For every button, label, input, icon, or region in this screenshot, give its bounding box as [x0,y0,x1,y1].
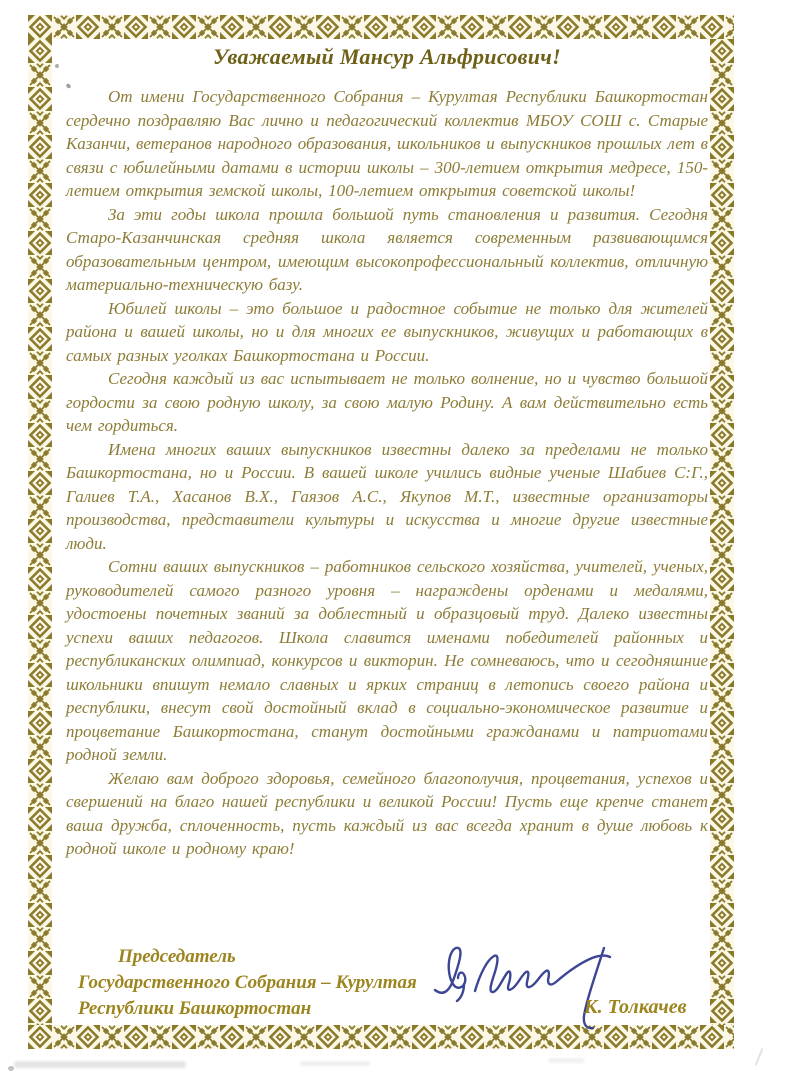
paragraph-1: От имени Государственного Собрания – Курултая Республики Башкортостан сердечно поздравляю Вас лично и педагогический коллектив МБОУ СОШ с. Старые Казанчи, ветеранов народного образования, школьников и выпускников прошлых лет в связи с юбилейными датами в истории школы – 300-летием открытия медресе, 150-летием открытия земской школы, 100-летием открытия советской школы! [66,87,708,200]
scan-speck [755,1048,764,1065]
paragraph-5: Имена многих ваших выпускников известны далеко за пределами не только Башкортостана, но и России. В вашей школе учились видные ученые Шабиев С:Г., Галиев Т.А., Хасанов В.Х., Гаязов А.С., Якупов М.Т., известные организаторы производства, представители культуры и искусства и многие другие известные люди. [66,439,708,553]
paragraph-7: Желаю вам доброго здоровья, семейного благополучия, процветания, успехов и свершений на благо нашей республики и великой России! Пусть еще крепче станет ваша дружба, сплоченность, пусть каждый из вас всегда хранит в душе любовь к родной школе и родному краю! [66,768,708,858]
ornament-border-top [28,15,734,39]
signer-position-line: Республики Башкортостан [78,998,312,1019]
signer-name: К. Толкачев [584,996,687,1018]
ornament-border-bottom [28,1025,734,1049]
paragraph-6: Сотни ваших выпускников – работников сельского хозяйства, учителей, ученых, руководителей самого разного уровня – награждены орденами и медалями, удостоены почетных званий за доблестный и образцовый труд. Далеко известны успехи ваших педагогов. Школа славится именами победителей районных и республиканских олимпиад, конкурсов и викторин. Не сомневаюсь, что и сегодняшние школьники впишут немало славных и ярких страниц в летопись своего района и республики, внесут свой достойный вклад в социально-экономическое развитие и процветание Башкортостана, станут достойными гражданами и патриотами родной земли. [66,557,708,764]
scan-speck [55,64,59,68]
signer-position-line: Государственного Собрания – Курултая [78,972,417,993]
letter-content [66,44,708,861]
paragraph-2: За эти годы школа прошла большой путь становления и развития. Сегодня Старо-Казанчинская средняя школа является современным развивающимся образовательным центром, имеющим высокопрофессиональный коллектив, отличную материально-техническую базу. [66,204,708,294]
paragraph-4: Сегодня каждый из вас испытывает не только волнение, но и чувство большой гордости за свою родную школу, за свою малую Родину. А вам действительно есть чем гордиться. [66,369,708,435]
scan-smudge [14,1061,186,1068]
signer-position-line: Председатель [118,946,236,967]
signature-ink [420,928,650,1038]
scan-smudge [300,1061,370,1066]
ornament-border-left [28,39,52,1025]
paragraph-3: Юбилей школы – это большое и радостное событие не только для жителей района и вашей школы, но и для многих ее выпускников, живущих и работающих в самых разных уголках Башкортостана и России. [66,298,708,365]
scan-smudge [548,1058,584,1063]
signature-title-block [78,944,417,1022]
salutation: Уважаемый Мансур Альфрисович! [212,44,562,69]
ornament-border-right [710,39,734,1025]
scan-speck [8,1066,14,1071]
